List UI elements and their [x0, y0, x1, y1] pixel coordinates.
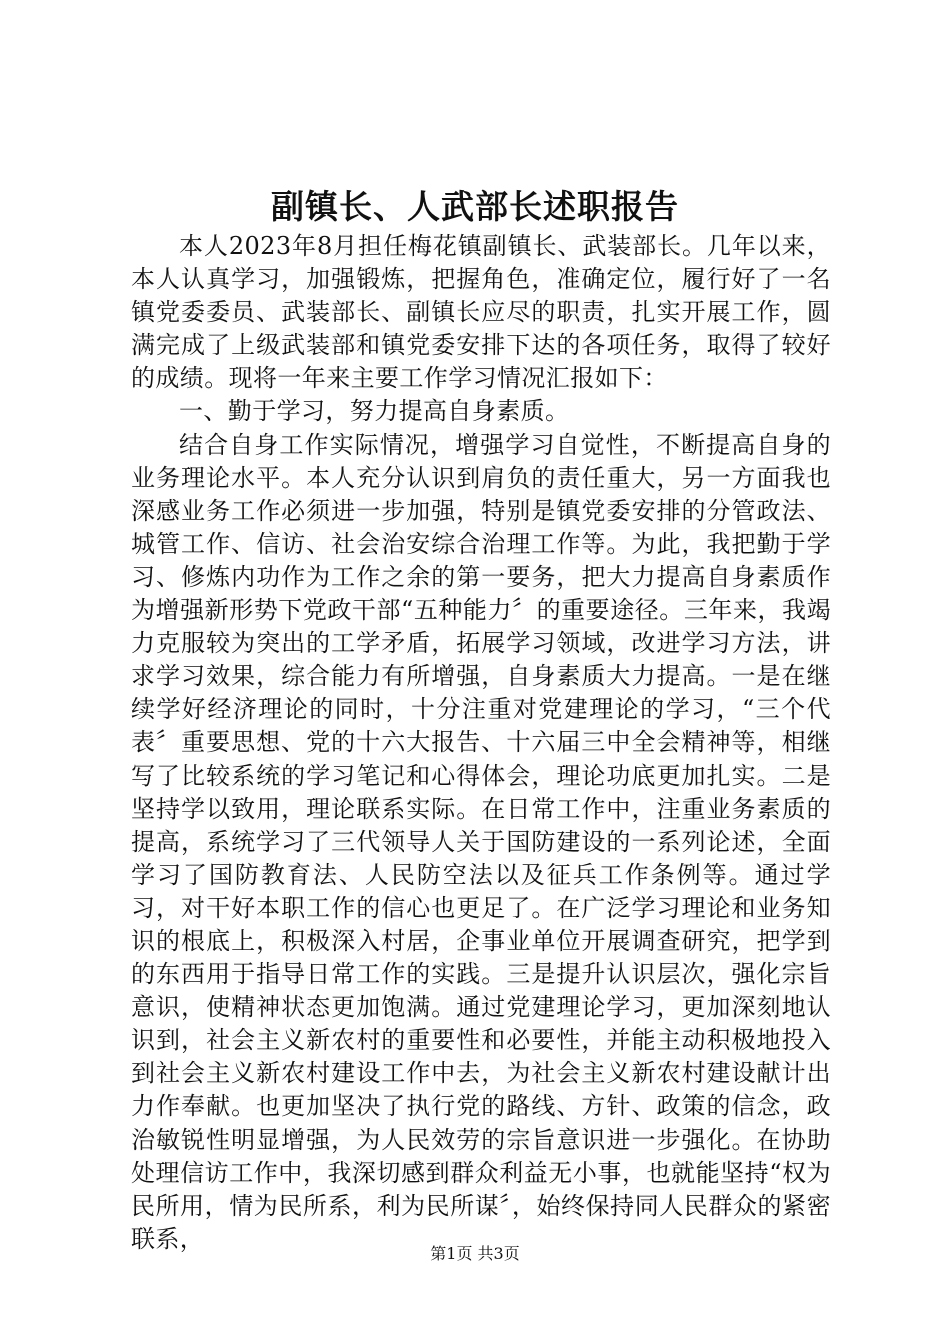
intro-paragraph: 本人2023年8月担任梅花镇副镇长、武装部长。几年以来，本人认真学习，加强锻炼，把握角色，准确定位，履行好了一名镇党委委员、武装部长、副镇长应尽的职责，扎实开展工作，圆满完成了上级武装部和镇党委安排下达的各项任务，取得了较好的成绩。现将一年来主要工作学习情况汇报如下：	[131, 232, 831, 393]
document-title: 副镇长、人武部长述职报告	[271, 187, 679, 226]
section-heading-1: 一、勤于学习，努力提高自身素质。	[179, 397, 570, 426]
document-body	[131, 230, 831, 1256]
section-1-paragraph: 结合自身工作实际情况，增强学习自觉性，不断提高自身的业务理论水平。本人充分认识到肩负的责任重大，另一方面我也深感业务工作必须进一步加强，特别是镇党委安排的分管政法、城管工作、信访、社会治安综合治理工作等。为此，我把勤于学习、修炼内功作为工作之余的第一要务，把大力提高自身素质作为增强新形势下党政干部“五种能力〞的重要途径。三年来，我竭力克服较为突出的工学矛盾，拓展学习领域，改进学习方法，讲求学习效果，综合能力有所增强，自身素质大力提高。一是在继续学好经济理论的同时，十分注重对党建理论的学习，“三个代表〞重要思想、党的十六大报告、十六届三中全会精神等，相继写了比较系统的学习笔记和心得体会，理论功底更加扎实。二是坚持学以致用，理论联系实际。在日常工作中，注重业务素质的提高，系统学习了三代领导人关于国防建设的一系列论述，全面学习了国防教育法、人民防空法以及征兵工作条例等。通过学习，对干好本职工作的信心也更足了。在广泛学习理论和业务知识的根底上，积极深入村居，企事业单位开展调查研究，把学到的东西用于指导日常工作的实践。三是提升认识层次，强化宗旨意识，使精神状态更加饱满。通过党建理论学习，更加深刻地认识到，社会主义新农村的重要性和必要性，并能主动积极地投入到社会主义新农村建设工作中去，为社会主义新农村建设献计出力作奉献。也更加坚决了执行党的路线、方针、政策的信念，政治敏锐性明显增强，为人民效劳的宗旨意识进一步强化。在协助处理信访工作中，我深切感到群众利益无小事，也就能坚持“权为民所用，情为民所系，利为民所谋〞，始终保持同人民群众的紧密联系，	[131, 430, 831, 1253]
page-footer: 第1页 共3页	[430, 1244, 520, 1263]
